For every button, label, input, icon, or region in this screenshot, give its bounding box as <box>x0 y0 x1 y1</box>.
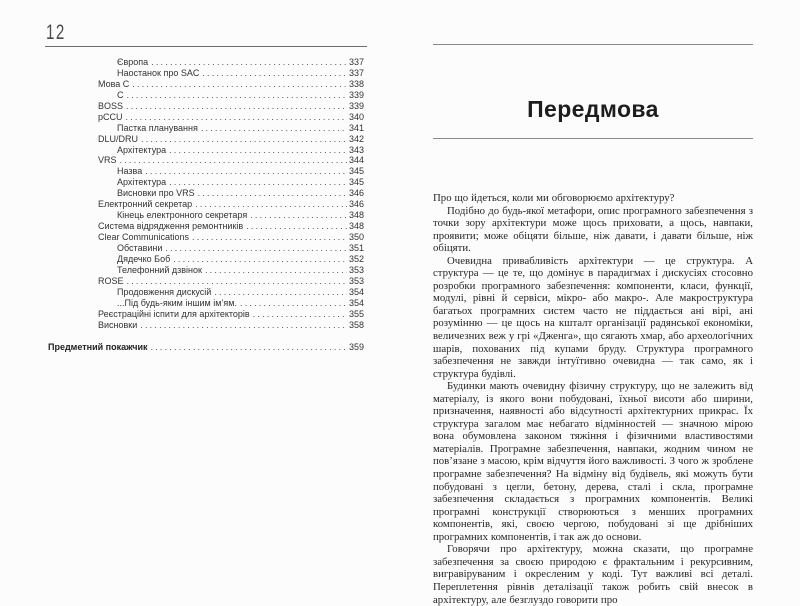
toc-entry-label: Пастка планування <box>117 122 198 133</box>
toc-entry-page: 337 <box>348 57 364 67</box>
toc-entry-page: 354 <box>348 286 364 297</box>
toc-entry-page: 339 <box>348 89 364 100</box>
toc-entry-page: 345 <box>348 177 364 188</box>
toc-entry <box>48 188 364 199</box>
toc-entry-page: 354 <box>348 297 364 308</box>
toc-entry <box>48 123 364 134</box>
dot-leader <box>151 57 347 68</box>
toc-entry <box>48 177 364 188</box>
toc-entry-page: 343 <box>348 144 364 155</box>
toc-entry-page: 353 <box>348 264 364 275</box>
dot-leader <box>205 265 347 276</box>
dot-leader <box>165 243 347 254</box>
toc-entry <box>48 265 364 276</box>
toc-entry-label: BOSS <box>98 100 124 111</box>
page-number: 12 <box>46 21 66 44</box>
toc-entry-label: DLU/DRU <box>98 133 139 144</box>
toc-entry <box>48 309 364 320</box>
toc-entry-page: 350 <box>348 232 364 242</box>
toc-entry-label: ROSE <box>98 275 124 286</box>
dot-leader <box>126 101 347 112</box>
toc-entry-page: 348 <box>348 210 364 221</box>
toc-entry-label: Висновки про VRS <box>117 188 195 199</box>
dot-leader <box>253 309 347 320</box>
dot-leader <box>140 320 347 331</box>
title-rule-bottom <box>433 138 753 139</box>
toc-entry <box>48 298 364 309</box>
title-rule-top <box>433 44 753 45</box>
dot-leader <box>240 298 347 309</box>
dot-leader <box>169 177 347 188</box>
chapter-body <box>433 192 753 606</box>
toc-entry <box>48 145 364 156</box>
dot-leader <box>120 155 347 166</box>
dot-leader <box>202 68 347 79</box>
body-paragraph: Очевидна привабливість архітектури — це структура. А структура — це те, що домінує в парадигмах і дискусіях стосовно розробки програмного забезпечення: компоненти, класи, функції, модулі, рівні й сервіси, мікро- або макро-. Але макроструктура багатьох програмних систем часто не піддається ані вірі, ані розумінню — це щось на кшталт організації радянської економіки, величезних веж у грі «Дженга», що сягають хмар, або археологічних шарів, похованих під купами бруду. Структура програмного забезпечення не завжди інтуїтивно очевидна — так само, як і структура будівлі. <box>433 254 753 380</box>
toc-entry <box>48 320 364 331</box>
toc-entry-label: Архітектура <box>117 144 167 155</box>
toc-entry-label: Архітектура <box>117 177 167 188</box>
toc-entry-label: C <box>117 89 124 100</box>
dot-leader <box>250 210 347 221</box>
toc-entry <box>48 68 364 79</box>
dot-leader <box>195 199 347 210</box>
toc-entry <box>48 254 364 265</box>
dot-leader <box>201 123 347 134</box>
toc-entry <box>48 57 364 68</box>
toc-entry-label: Реєстраційні іспити для архітекторів <box>98 308 250 319</box>
chapter-title: Передмова <box>527 96 659 123</box>
toc-entry-label: Кінець електронного секретаря <box>117 210 248 221</box>
toc-entry-label: Висновки <box>98 319 138 330</box>
toc-entry <box>48 166 364 177</box>
toc-entry-label: Продовження дискусій <box>117 286 212 297</box>
toc-entry-page: 338 <box>348 78 364 89</box>
toc-entry-label: ...Під будь-яким іншим ім’ям. <box>117 297 237 308</box>
body-paragraph: Говорячи про архітектуру, можна сказати, що програмне забезпечення за своєю природою є фрактальним і рекурсивним, вигравіруваним і окресленим у коді. Тут важливі всі деталі. Переплетення рівнів деталізації також робить свій внесок в архітектуру, але безглуздо говорити про <box>433 543 753 606</box>
toc-entry-page: 344 <box>348 155 364 166</box>
body-paragraph: Про що йдеться, коли ми обговорюємо архітектуру? <box>433 192 675 204</box>
toc-entry-page: 346 <box>348 188 364 199</box>
toc-entry-page: 359 <box>348 341 364 352</box>
toc-entry-page: 339 <box>348 100 364 111</box>
toc-entry-label: pCCU <box>98 111 123 122</box>
body-paragraph: Подібно до будь-якої метафори, опис програмного забезпечення з точки зору архітектури може щось приховати, а щось, навпаки, проявити; може обіцяти більше, ніж давати, і давати більше, ніж обіцяти. <box>433 204 753 255</box>
dot-leader <box>192 232 347 243</box>
toc-entry-page: 358 <box>348 319 364 330</box>
toc-entry-page: 352 <box>348 253 364 264</box>
toc-entry <box>48 243 364 254</box>
toc-entry <box>48 134 364 145</box>
toc-entry <box>48 210 364 221</box>
toc-entry-page: 345 <box>348 166 364 177</box>
toc-entry-page: 337 <box>348 67 364 78</box>
toc-entry-label: Електронний секретар <box>98 199 193 210</box>
toc-entry <box>48 221 364 232</box>
toc-entry-label: Дядечко Боб <box>117 253 171 264</box>
toc-entry-label: Clear Communications <box>98 232 190 242</box>
toc-entry <box>48 90 364 101</box>
toc-entry <box>48 287 364 298</box>
dot-leader <box>198 188 347 199</box>
toc-entry-label: Наостанок про SAC <box>117 67 200 78</box>
toc-entry-label: Телефонний дзвінок <box>117 264 202 275</box>
toc-entry-page: 348 <box>348 221 364 232</box>
toc-entry-label: Європа <box>117 57 149 67</box>
header-rule <box>45 46 367 47</box>
toc-entry-page: 351 <box>348 242 364 253</box>
toc-entry-label: Предметний покажчик <box>48 341 148 352</box>
toc-entry-label: Система відрядження ремонтників <box>98 221 244 232</box>
toc-entry <box>48 112 364 123</box>
toc-entry-page: 342 <box>348 133 364 144</box>
toc-entry-page: 346 <box>348 199 364 210</box>
toc-entry-label: Мова C <box>98 78 130 89</box>
right-page <box>433 0 753 606</box>
dot-leader <box>214 287 347 298</box>
toc-entry-page: 341 <box>348 122 364 133</box>
body-paragraph: Будинки мають очевидну фізичну структуру, що не залежить від матеріалу, із якого вони побудовані, їхньої висоти або ширини, призначення, наявності або відсутності архітектурних прикрас. Їх структура загалом має небагато відмінностей — значною мірою вона обумовлена законом тяжіння і фізичними властивостями матеріалів. Програмне забезпечення, навпаки, жодним чином не пов’язане з масою, крім відчуття його важливості. З чого ж зроблене програмне забезпечення? На відміну від будівель, які можуть бути побудовані з цегли, бетону, дерева, сталі і скла, програмне забезпечення складається з програмних компонентів. Великі програмні конструкції створюються з менших програмних компонентів, які, своєю чергою, побудовані зі ще дрібніших програмних компонентів, і так аж до основи. <box>433 380 753 543</box>
dot-leader <box>173 254 347 265</box>
toc-entry-label: VRS <box>98 155 117 166</box>
dot-leader <box>141 134 347 145</box>
toc-entry-page: 340 <box>348 111 364 122</box>
table-of-contents <box>48 57 364 353</box>
toc-entry <box>48 232 364 243</box>
toc-entry-label: Обставини <box>117 242 163 253</box>
toc-entry <box>48 199 364 210</box>
dot-leader <box>145 166 347 177</box>
toc-entry <box>48 276 364 287</box>
dot-leader <box>169 145 347 156</box>
toc-entry <box>48 79 364 90</box>
dot-leader <box>127 276 347 287</box>
toc-entry-label: Назва <box>117 166 143 177</box>
dot-leader <box>126 112 347 123</box>
dot-leader <box>127 90 347 101</box>
toc-entry <box>48 155 364 166</box>
dot-leader <box>132 79 347 90</box>
toc-entry-page: 353 <box>348 275 364 286</box>
toc-entry <box>48 101 364 112</box>
toc-index-entry <box>48 342 364 353</box>
toc-entry-page: 355 <box>348 308 364 319</box>
left-page <box>48 0 364 569</box>
dot-leader <box>151 342 347 353</box>
dot-leader <box>246 221 347 232</box>
